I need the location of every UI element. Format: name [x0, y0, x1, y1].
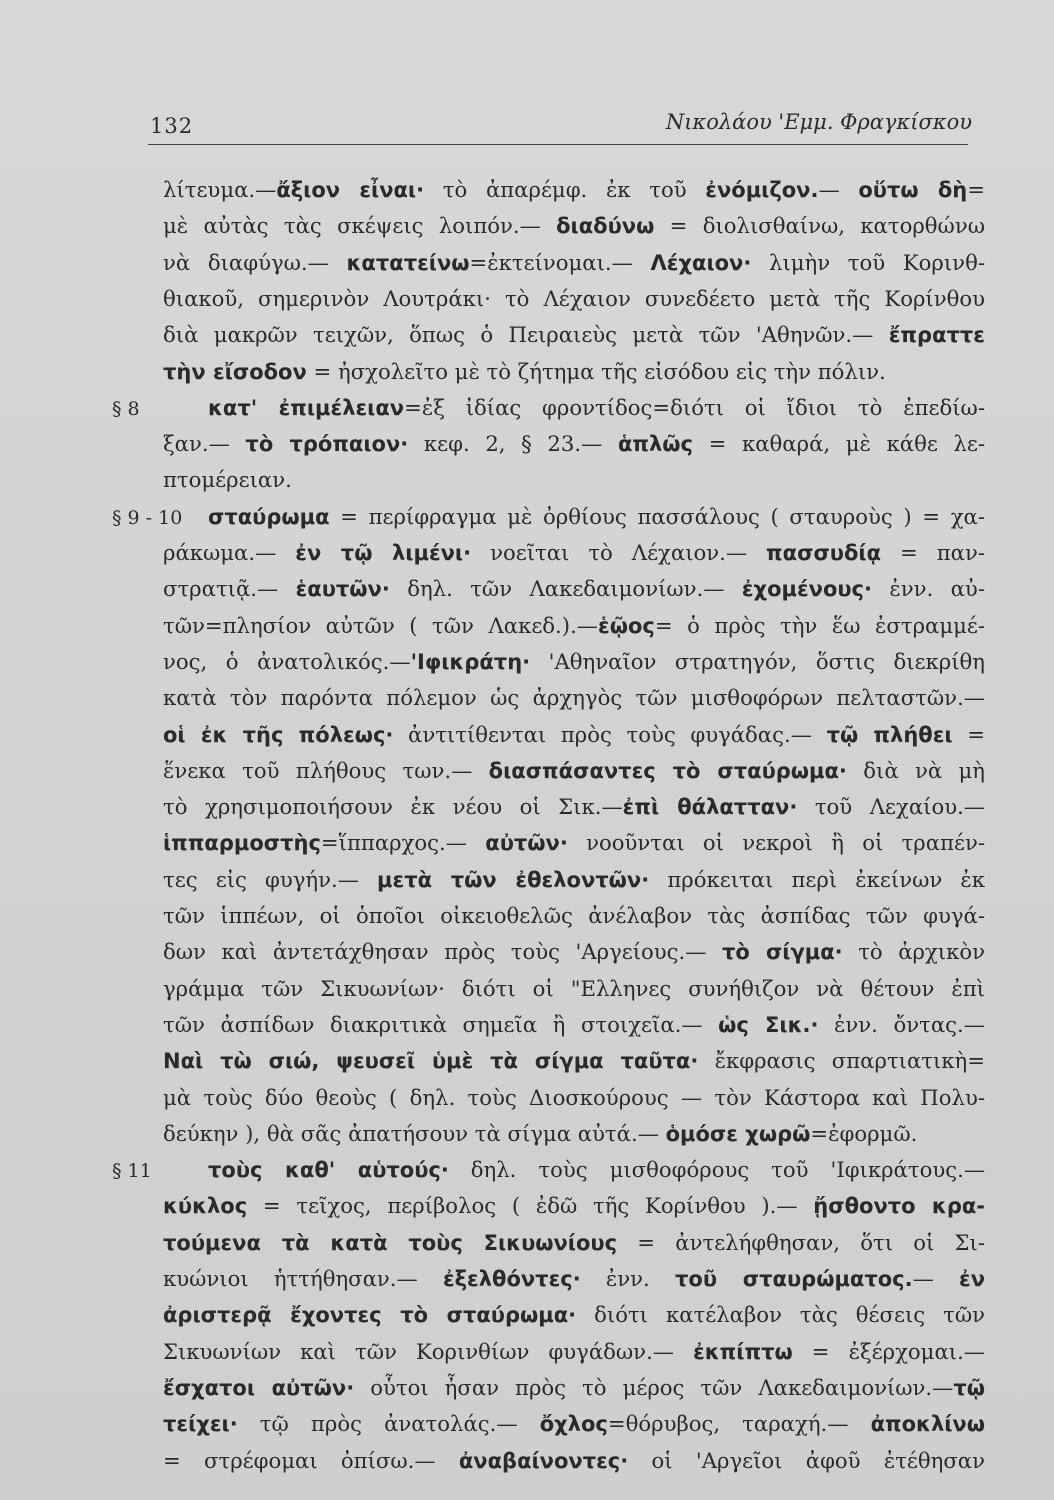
text-line [0, 1372, 1054, 1412]
line-text: δεύκην ), θὰ σᾶς ἀπατήσουν τὰ σίγμα αὐτά.— ὁμόσε χωρῶ=ἐφορμῶ. [163, 1120, 918, 1146]
text-line [0, 1009, 1054, 1049]
line-text: θιακοῦ, σημερινὸν Λουτράκι· τὸ Λέχαιον συνεδέετο μετὰ τῆς Κορίνθου [163, 285, 985, 311]
text-line [0, 1336, 1054, 1376]
text-line [0, 1190, 1054, 1230]
text-line [0, 1408, 1054, 1448]
line-text: τοὺς καθ' αὑτούς· δηλ. τοὺς μισθοφόρους τοῦ 'Ιφικράτους.— [208, 1157, 986, 1183]
text-line [0, 1299, 1054, 1339]
running-head: Νικολάου 'Εμμ. Φραγκίσκου [665, 110, 972, 134]
line-text: τούμενα τὰ κατὰ τοὺς Σικυωνίους = ἀντελήφθησαν, ὅτι οἱ Σι- [163, 1229, 986, 1255]
text-line [0, 1445, 1054, 1485]
line-text: γράμμα τῶν Σικυωνίων· διότι οἱ "Ελληνες συνήθιζον νὰ θέτουν ἐπὶ [163, 975, 985, 1001]
line-text: κατὰ τὸν παρόντα πόλεμον ὡς ἀρχηγὸς τῶν μισθοφόρων πελταστῶν.— [163, 685, 985, 711]
line-text: Σικυωνίων καὶ τῶν Κορινθίων φυγάδων.— ἐκπίπτω = ἐξέρχομαι.— [163, 1338, 985, 1364]
text-line [0, 247, 1054, 287]
text-line [0, 719, 1054, 759]
text-line [0, 755, 1054, 795]
section-marker: § 9 - 10 [112, 506, 183, 529]
section-marker: § 11 [112, 1160, 152, 1183]
line-text: στρατιᾷ.— ἑαυτῶν· δηλ. τῶν Λακεδαιμονίων.— ἐχομένους· ἐνν. αὐ- [163, 576, 985, 602]
line-text: ράκωμα.— ἐν τῷ λιμένι· νοεῖται τὸ Λέχαιον.— πασσυδίᾳ = παν- [163, 540, 985, 565]
text-line [0, 1263, 1054, 1303]
text-line [0, 428, 1054, 468]
line-text: διὰ μακρῶν τειχῶν, ὅπως ὁ Πειραιεὺς μετὰ τῶν 'Αθηνῶν.— ἔπραττε [163, 322, 985, 348]
text-line [0, 356, 1054, 396]
text-line [0, 1045, 1054, 1085]
text-line [0, 319, 1054, 359]
text-line [0, 1082, 1054, 1122]
line-text: ἱππαρμοστὴς=ἵππαρχος.— αὐτῶν· νοοῦνται οἱ νεκροὶ ἢ οἱ τραπέν- [163, 830, 986, 856]
text-line [0, 1118, 1054, 1158]
page-number: 132 [150, 114, 194, 138]
section-marker: § 8 [112, 397, 140, 420]
line-text: = στρέφομαι ὀπίσω.— ἀναβαίνοντες· οἱ 'Αργεῖοι ἀφοῦ ἐτέθησαν [163, 1447, 985, 1473]
text-line [0, 537, 1054, 577]
text-line [0, 791, 1054, 831]
header-rule [148, 144, 968, 145]
line-text: τες εἰς φυγήν.— μετὰ τῶν ἐθελοντῶν· πρόκειται περὶ ἐκείνων ἐκ [163, 866, 985, 892]
text-line [0, 174, 1054, 214]
line-text: μὰ τοὺς δύο θεοὺς ( δηλ. τοὺς Διοσκούρους — τὸν Κάστορα καὶ Πολυ- [163, 1084, 985, 1110]
line-text: τὴν εἴσοδον = ἠσχολεῖτο μὲ τὸ ζήτημα τῆς εἰσόδου εἰς τὴν πόλιν. [163, 358, 886, 384]
line-text: μὲ αὐτὰς τὰς σκέψεις λοιπόν.— διαδύνω = διολισθαίνω, κατορθώνω [163, 213, 985, 239]
line-text: ἀριστερᾷ ἔχοντες τὸ σταύρωμα· διότι κατέλαβον τὰς θέσεις τῶν [163, 1302, 985, 1328]
text-line [0, 973, 1054, 1013]
line-text: οἱ ἐκ τῆς πόλεως· ἀντιτίθενται πρὸς τοὺς φυγάδας.— τῷ πλήθει = [163, 721, 985, 747]
text-line [0, 1154, 1054, 1194]
text-line [0, 210, 1054, 250]
line-text: δων καὶ ἀντετάχθησαν πρὸς τοὺς 'Αργείους.— τὸ σίγμα· τὸ ἀρχικὸν [163, 939, 985, 965]
line-text: Ναὶ τὼ σιώ, ψευσεῖ ὑμὲ τὰ σίγμα ταῦτα· ἔκφρασις σπαρτιατικὴ= [163, 1048, 985, 1074]
text-line [0, 864, 1054, 904]
line-text: τῶν=πλησίον αὐτῶν ( τῶν Λακεδ.).—ἑῷος= ὁ πρὸς τὴν ἕω ἐστραμμέ- [163, 612, 986, 638]
text-line [0, 392, 1054, 432]
line-text: τείχει· τῷ πρὸς ἀνατολάς.— ὄχλος=θόρυβος, ταραχή.— ἀποκλίνω [163, 1411, 985, 1437]
text-line [0, 900, 1054, 940]
text-line [0, 682, 1054, 722]
line-text: κύκλος = τεῖχος, περίβολος ( ἐδῶ τῆς Κορίνθου ).— ᾔσθοντο κρα- [163, 1193, 986, 1219]
text-line [0, 610, 1054, 650]
line-text: πτομέρειαν. [163, 467, 292, 493]
text-line [0, 464, 1054, 504]
page-header [148, 100, 978, 144]
line-text: τῶν ἱππέων, οἱ ὁποῖοι οἰκειοθελῶς ἀνέλαβον τὰς ἀσπίδας τῶν φυγά- [163, 903, 985, 928]
line-text: κυώνιοι ἡττήθησαν.— ἐξελθόντες· ἐνν. τοῦ σταυρώματος.— ἐν [163, 1266, 985, 1291]
line-text: νος, ὁ ἀνατολικός.—'Ιφικράτη· 'Αθηναῖον στρατηγόν, ὅστις διεκρίθη [163, 648, 986, 674]
line-text: τῶν ἀσπίδων διακριτικὰ σημεῖα ἢ στοιχεῖα.— ὡς Σικ.· ἐνν. ὄντας.— [163, 1011, 985, 1037]
line-text: ξαν.— τὸ τρόπαιον· κεφ. 2, § 23.— ἁπλῶς = καθαρά, μὲ κάθε λε- [163, 431, 986, 457]
text-line [0, 646, 1054, 686]
line-text: κατ' ἐπιμέλειαν=ἐξ ἰδίας φροντίδος=διότι οἱ ἴδιοι τὸ ἐπεδίω- [208, 394, 985, 420]
line-text: τὸ χρησιμοποιήσουν ἐκ νέου οἱ Σικ.—ἐπὶ θάλατταν· τοῦ Λεχαίου.— [163, 794, 985, 820]
line-text: λίτευμα.—ἄξιον εἶναι· τὸ ἀπαρέμφ. ἐκ τοῦ ἐνόμιζον.— οὕτω δὴ= [163, 177, 986, 202]
text-line [0, 936, 1054, 976]
line-text: ἕνεκα τοῦ πλήθους των.— διασπάσαντες τὸ σταύρωμα· διὰ νὰ μὴ [163, 757, 986, 783]
line-text: νὰ διαφύγω.— κατατείνω=ἐκτείνομαι.— Λέχαιον· λιμὴν τοῦ Κορινθ- [163, 249, 985, 275]
text-line [0, 501, 1054, 541]
line-text: ἔσχατοι αὐτῶν· οὗτοι ἦσαν πρὸς τὸ μέρος τῶν Λακεδαιμονίων.—τῷ [163, 1374, 985, 1400]
text-line [0, 827, 1054, 867]
text-line [0, 1227, 1054, 1267]
line-text: σταύρωμα = περίφραγμα μὲ ὀρθίους πασσάλους ( σταυροὺς ) = χα- [208, 503, 985, 529]
text-line [0, 283, 1054, 323]
text-line [0, 573, 1054, 613]
